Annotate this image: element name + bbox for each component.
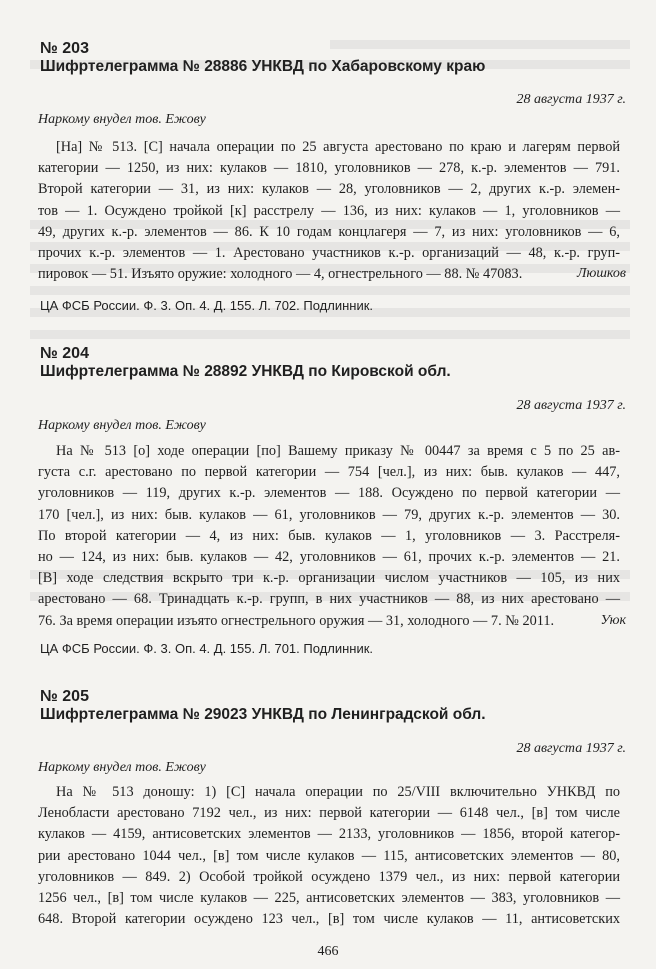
- doc-203-line: Второй категории — 31, из них: кулаков — 28, уголовников — 2, других к.-р. элемен-: [38, 181, 620, 198]
- doc-203-number: № 203: [40, 40, 89, 57]
- doc-203-line: прочих к.-р. элементов — 1. Арестовано участников к.-р. организаций — 48, к.-р. груп-: [38, 245, 620, 262]
- page-number: 466: [317, 944, 339, 959]
- doc-205-date: 28 августа 1937 г.: [516, 741, 626, 756]
- doc-204-signature: Уюк: [600, 613, 626, 628]
- doc-204-number: № 204: [40, 345, 89, 362]
- doc-205-line: рии арестовано 1044 чел., [в] том числе кулаков — 115, антисоветских элементов — 80,: [38, 847, 620, 864]
- doc-204-title: Шифртелеграмма № 28892 УНКВД по Кировской обл.: [40, 363, 451, 380]
- doc-204-body: [38, 441, 620, 632]
- doc-203-body: [38, 137, 620, 285]
- doc-204-line: но — 124, из них: быв. кулаков — 42, уголовников — 61, прочих к.-р. элементов — 21.: [38, 549, 620, 566]
- doc-203-line: пировок — 51. Изъято оружие: холодного — 4, огнестрельного — 88. № 47083.: [38, 266, 523, 283]
- doc-205-line: кулаков — 4159, антисоветских элементов — 2133, уголовников — 1856, второй категор-: [38, 826, 620, 843]
- doc-205-title: Шифртелеграмма № 29023 УНКВД по Ленинградской обл.: [40, 706, 486, 723]
- doc-205-line: Ленобласти арестовано 7192 чел., из них: первой категории — 6148 чел., [в] том числе: [38, 805, 620, 822]
- doc-203-address: Наркому внудел тов. Ежову: [38, 112, 206, 127]
- doc-204-line: [В] ходе следствия вскрыто три к.-р. организации числом участников — 105, из них: [38, 570, 620, 587]
- doc-203-line: категории — 1250, из них: кулаков — 1810, уголовников — 278, к.-р. элементов — 791.: [38, 160, 620, 177]
- doc-205-body: [38, 782, 620, 930]
- doc-204-line: густа с.г. арестовано по первой категории — 754 [чел.], из них: быв. кулаков — 447,: [38, 464, 620, 481]
- doc-203-title: Шифртелеграмма № 28886 УНКВД по Хабаровскому краю: [40, 58, 486, 75]
- doc-203-signature: Люшков: [576, 266, 626, 281]
- doc-205-line: На № 513 доношу: 1) [С] начала операции по 25/VIII включительно УНКВД по: [56, 784, 620, 800]
- doc-204-line: По второй категории — 4, из них: быв. кулаков — 1, уголовников — 3. Расстреля-: [38, 527, 620, 544]
- doc-204-line: арестовано — 68. Тринадцать к.-р. групп, в них участников — 88, из них арестовано —: [38, 591, 620, 608]
- doc-204-line: уголовников — 119, других к.-р. элементов — 188. Осуждено по первой категории —: [38, 485, 620, 502]
- doc-204-line: 76. За время операции изъято огнестрельного оружия — 31, холодного — 7. № 2011.: [38, 612, 555, 629]
- doc-205-line: уголовников — 849. 2) Особой тройкой осуждено 1379 чел., из них: первой категории: [38, 868, 620, 885]
- doc-204-source: ЦА ФСБ России. Ф. 3. Оп. 4. Д. 155. Л. 701. Подлинник.: [40, 641, 374, 656]
- doc-203-line: [На] № 513. [С] начала операции по 25 августа арестовано по краю и лагерям первой: [56, 139, 620, 155]
- doc-204-line: 170 [чел.], из них: быв. кулаков — 61, уголовников — 79, других к.-р. элементов — 30.: [38, 506, 620, 523]
- doc-205-address: Наркому внудел тов. Ежову: [38, 760, 206, 775]
- doc-204-line: На № 513 [о] ходе операции [по] Вашему приказу № 00447 за время с 5 по 25 ав-: [56, 443, 620, 459]
- doc-205-line: 648. Второй категории осуждено 123 чел., [в] том числе кулаков — 11, антисоветских: [38, 911, 620, 928]
- doc-203-source: ЦА ФСБ России. Ф. 3. Оп. 4. Д. 155. Л. 702. Подлинник.: [40, 298, 374, 313]
- doc-204-address: Наркому внудел тов. Ежову: [38, 418, 206, 433]
- doc-204-date: 28 августа 1937 г.: [516, 398, 626, 413]
- doc-205-line: 1256 чел., [в] том числе кулаков — 225, антисоветских элементов — 383, уголовников —: [38, 890, 620, 907]
- doc-203-line: 49, других к.-р. элементов — 86. К 10 годам концлагеря — 7, из них: уголовников — 6,: [38, 223, 620, 240]
- doc-205-number: № 205: [40, 688, 89, 705]
- doc-203-line: тов — 1. Осуждено тройкой [к] расстрелу — 136, из них: кулаков — 1, уголовников —: [38, 202, 620, 219]
- doc-203-date: 28 августа 1937 г.: [516, 92, 626, 107]
